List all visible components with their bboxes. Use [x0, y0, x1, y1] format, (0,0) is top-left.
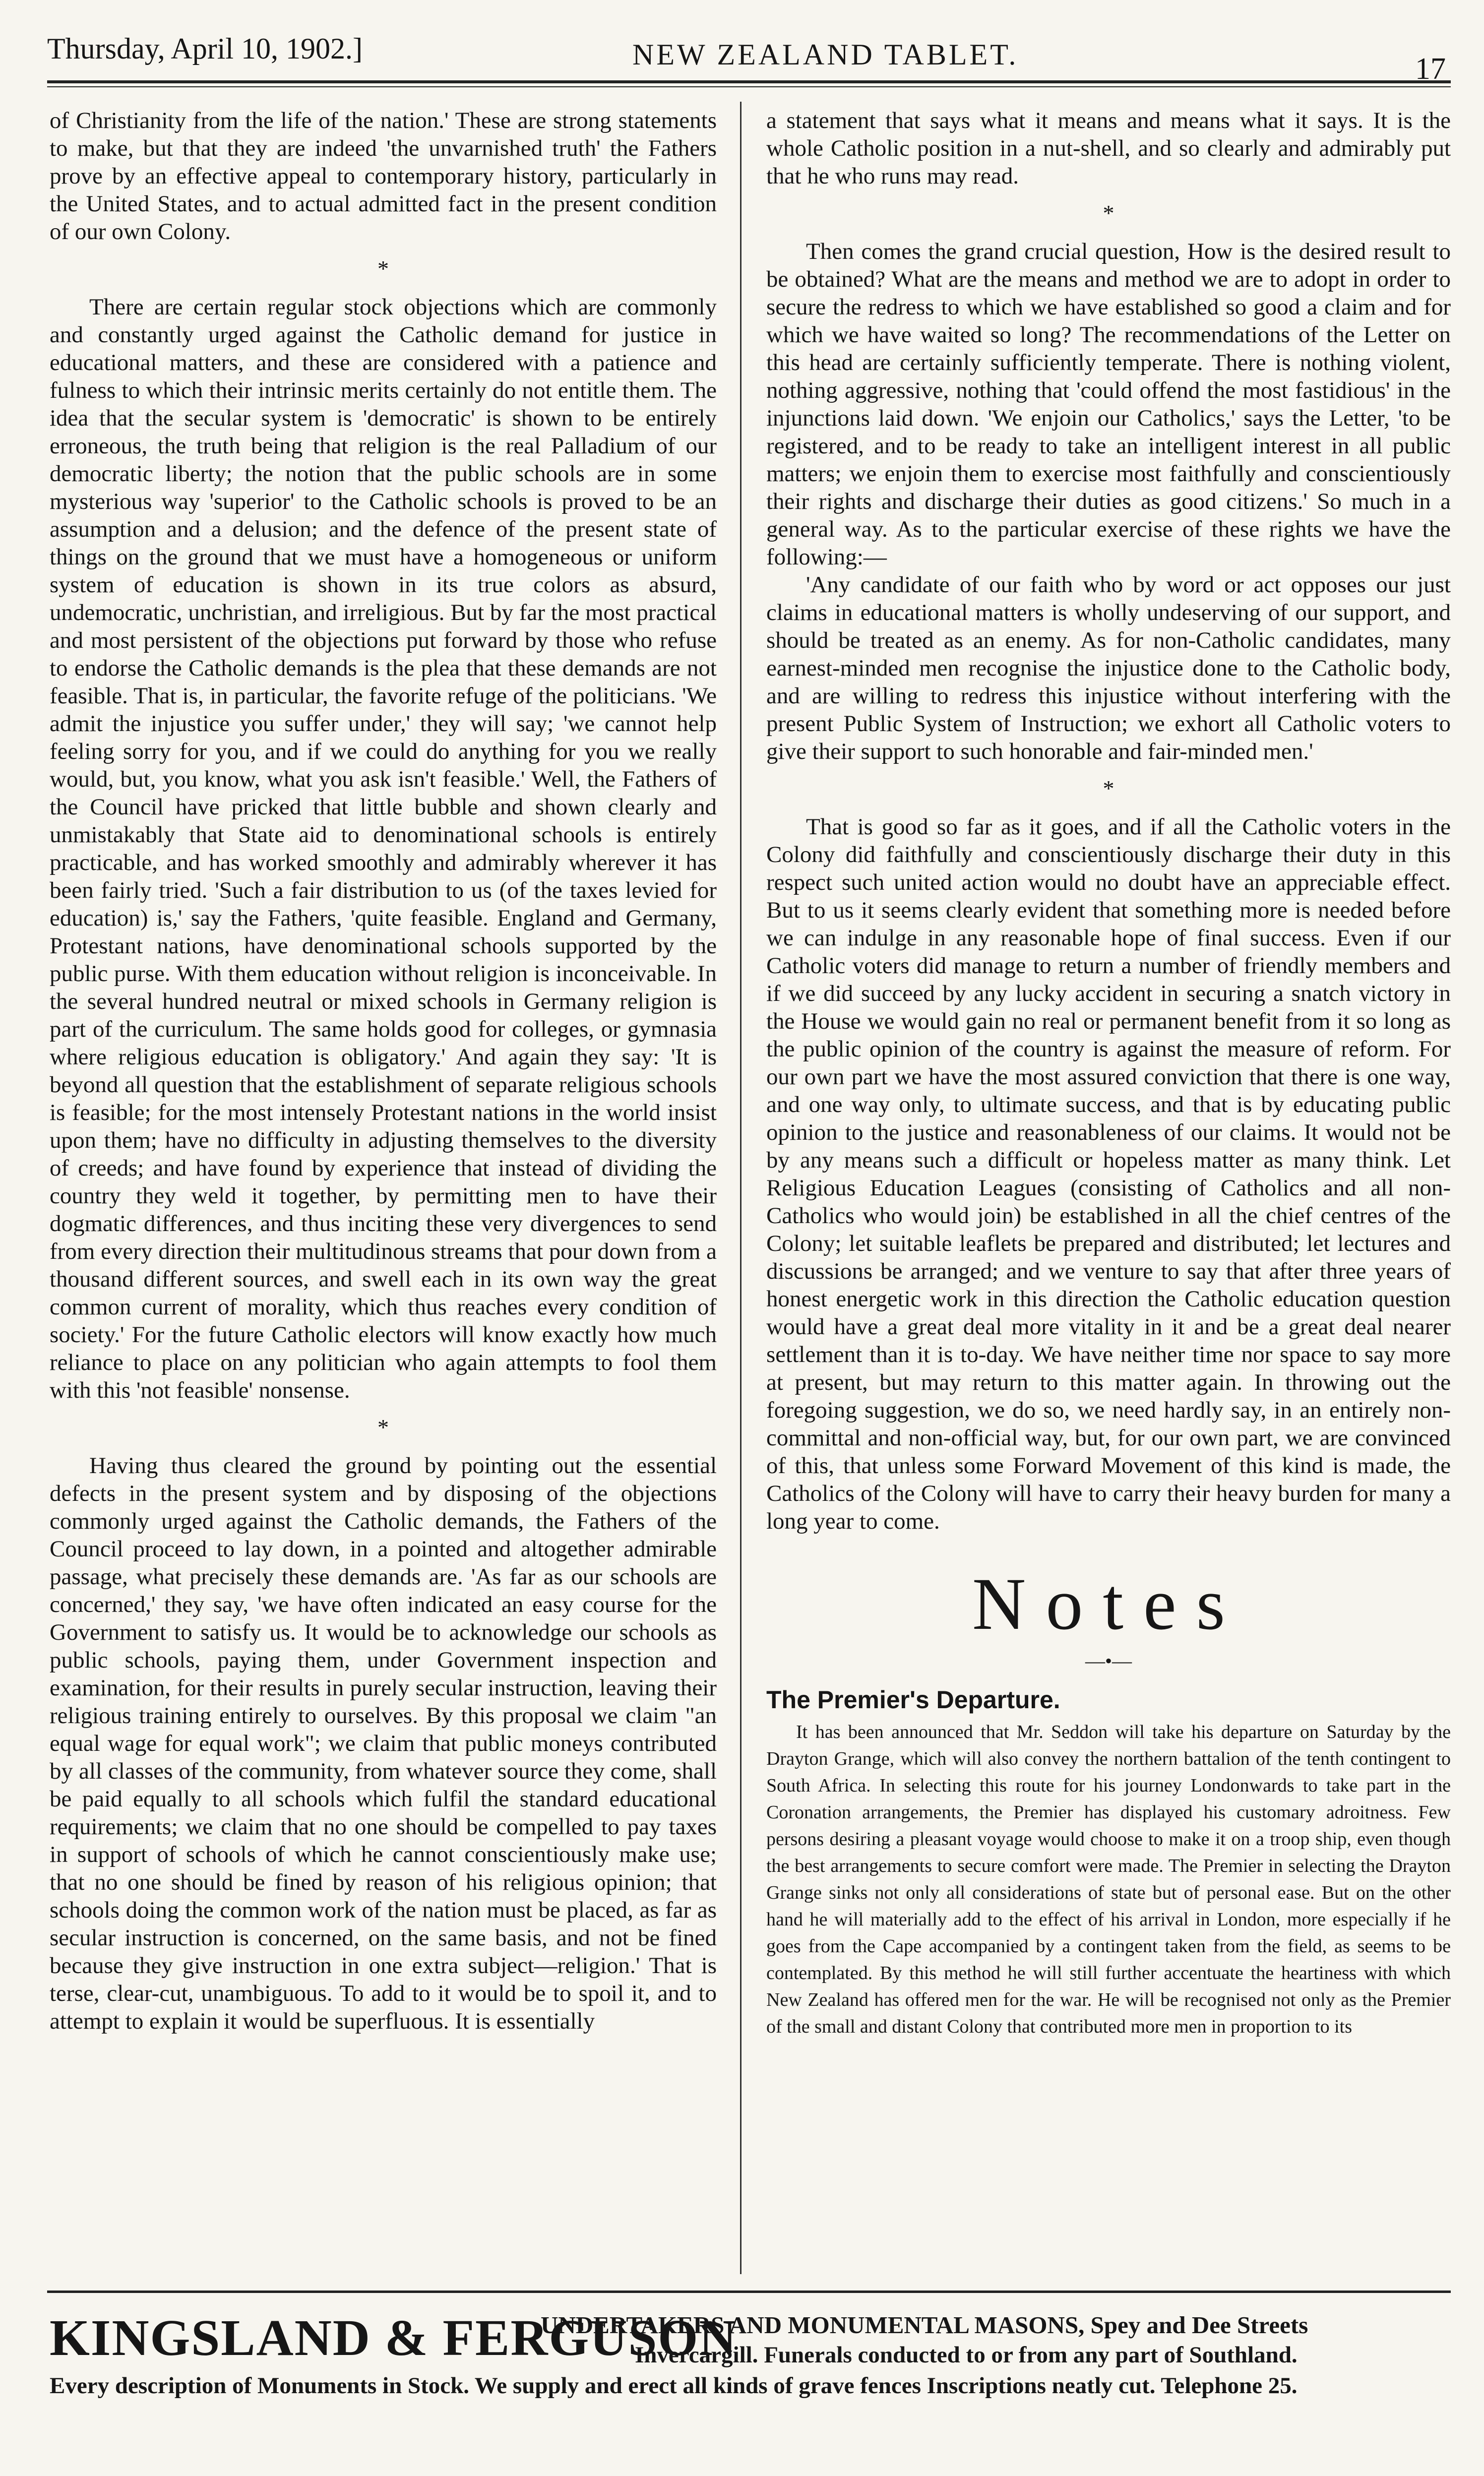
- paragraph: That is good so far as it goes, and if all the Catholic voters in the Colony did faithfully and conscientiously discharge their duty in this respect such united action would no doubt have an appreciable effect. But to us it seems clearly evident that something more is needed before we can indulge in any reasonable hope of final success. Even if our Catholic voters did manage to return a number of friendly members and if we did succeed by any lucky accident in securing a snatch victory in the House we would gain no real or permanent benefit from it so long as the public opinion of the country is against the measure of reform. For our own part we have the most assured conviction that there is one way, and one way only, to ultimate success, and that is by educating public opinion to the justice and reasonableness of our claims. It would not be by any means such a difficult or hopeless matter as many think. Let Religious Education Leagues (consisting of Catholics and all non-Catholics who would join) be established in all the chief centres of the Colony; let suitable leaflets be prepared and distributed; let lectures and discussions be arranged; and we venture to say that after three years of honest energetic work in this direction the Catholic education question would have a great deal more vitality in it and be a great deal nearer settlement than it is to-day. We have neither time nor space to say more at present, but may return to this matter again. In throwing out the foregoing suggestion, we do so, we need hardly say, in an entirely non-committal and non-official way, but, for our own part, we are convinced of this, that unless some Forward Movement of this kind is made, the Catholics of the Colony will have to carry their heavy burden for many a long year to come.: [766, 814, 1451, 1534]
- paragraph: a statement that says what it means and means what it says. It is the whole Catholic position in a nut-shell, and so clearly and admirably put that he who runs may read.: [766, 108, 1451, 189]
- header-rule-thin: [47, 86, 1451, 87]
- issue-date: Thursday, April 10, 1902.]: [47, 32, 363, 65]
- note-body: It has been announced that Mr. Seddon will take his departure on Saturday by the Drayton Grange, which will also convey the northern battalion of the tenth contingent to South Africa. In selecting this route for his journey Londonwards to take part in the Coronation arrangements, the Premier has displayed his customary adroitness. Few persons desiring a pleasant voyage would choose to make it on a troop ship, even though the best arrangements to secure comfort were made. The Premier in selecting the Drayton Grange sinks not only all considerations of state but of personal ease. But on the other hand he will materially add to the effect of his arrival in London, more especially if he goes from the Cape accompanied by a contingent taken from the field, as seems to be contemplated. By this method he will still further accentuate the heartiness with which New Zealand has offered men for the war. He will be recognised not only as the Premier of the small and distant Colony that contributed more men in proportion to its: [766, 1722, 1451, 2037]
- section-separator: *: [377, 1415, 389, 1440]
- publication-title: NEW ZEALAND TABLET.: [632, 38, 1019, 71]
- advertiser-name: KINGSLAND & FERGUSON: [50, 2309, 738, 2366]
- advert-rule: [47, 2290, 1451, 2293]
- ornament-divider: —•—: [1085, 1650, 1132, 1672]
- advertisement: [50, 2304, 1453, 2423]
- page-header: [47, 28, 1451, 86]
- paragraph: There are certain regular stock objections which are commonly and constantly urged against the Catholic demand for justice in educational matters, and these are considered with a patience and fulness to which their intrinsic merits certainly do not entitle them. The idea that the secular system is 'democratic' is shown to be entirely erroneous, the truth being that religion is the real Palladium of our democratic liberty; the notion that the public schools are in some mysterious way 'superior' to the Catholic schools is proved to be an assumption and a delusion; and the defence of the present state of things on the ground that we must have a homogeneous or uniform system of education is shown in its true colors as absurd, undemocratic, unchristian, and irreligious. But by far the most practical and most persistent of the objections put forward by those who refuse to endorse the Catholic demands is the plea that these demands are not feasible. That is, in particular, the favorite refuge of the politicians. 'We admit the injustice you suffer under,' they will say; 'we cannot help feeling sorry for you, and if we could do anything for you we really would, but, you know, what you ask isn't feasible.' Well, the Fathers of the Council have pricked that little bubble and shown clearly and unmistakably that State aid to denominational schools is entirely practicable, and has worked smoothly and admirably wherever it has been fairly tried. 'Such a fair distribution to us (of the taxes levied for education) is,' say the Fathers, 'quite feasible. England and Germany, Protestant nations, have denominational schools supported by the public purse. With them education without religion is inconceivable. In the several hundred neutral or mixed schools in Germany religion is part of the curriculum. The same holds good for colleges, or gymnasia where religious education is obligatory.' And again they say: 'It is beyond all question that the establishment of separate religious schools is feasible; for the most intensely Protestant nations in the world insist upon them; have no difficulty in adjusting themselves to the diversity of creeds; and have found by experience that instead of dividing the country they weld it together, by permitting men to have their dogmatic differences, and thus inciting these very divergences to send from every direction their multitudinous streams that pour down from a thousand different sources, and swell each in its own way the great common current of morality, which thus reaches every condition of society.' For the future Catholic electors will know exactly how much reliance to place on any politician who again attempts to fool them with this 'not feasible' nonsense.: [50, 294, 717, 1403]
- advert-line-2: Invercargill. Funerals conducted to or from any part of Southland.: [635, 2342, 1298, 2368]
- header-rule: [47, 80, 1451, 83]
- page-number: 17: [1415, 52, 1446, 86]
- paragraph: Then comes the grand crucial question, How is the desired result to be obtained? What are the means and method we are to adopt in order to secure the redress to which we have established so good a claim and for which we have waited so long? The recommendations of the Letter on this head are certainly sufficiently temperate. There is nothing violent, nothing aggressive, nothing that 'could offend the most fastidious' in the injunctions laid down. 'We enjoin our Catholics,' says the Letter, 'to be registered, and to be ready to take an intelligent interest in all public matters; we enjoin them to exercise most faithfully and conscientiously their rights and discharge their duties as good citizens.' So much in a general way. As to the particular exercise of these rights we have the following:—: [766, 239, 1451, 570]
- section-separator: *: [1103, 200, 1114, 226]
- paragraph: of Christianity from the life of the nation.' These are strong statements to make, but that they are indeed 'the unvarnished truth' the Fathers prove by an effective appeal to contemporary history, particularly in the United States, and to actual admitted fact in the present condition of our own Colony.: [50, 108, 717, 245]
- right-column: [766, 107, 1451, 2040]
- section-separator: *: [1103, 776, 1114, 801]
- left-column: [50, 107, 717, 2035]
- paragraph: Having thus cleared the ground by pointing out the essential defects in the present system and by disposing of the objections commonly urged against the Catholic demands, the Fathers of the Council proceed to lay down, in a pointed and altogether admirable passage, what precisely these demands are. 'As far as our schools are concerned,' they say, 'we have often indicated an easy course for the Government to satisfy us. It would be to acknowledge our schools as public schools, paying them, under Government inspection and examination, for their results in purely secular instruction, leaving their religious training entirely to ourselves. By this proposal we claim "an equal wage for equal work"; we claim that public moneys contributed by all classes of the community, from whatever source they come, shall be paid equally to all schools which fulfil the standard educational requirements; we claim that no one should be compelled to pay taxes in support of schools of which he cannot conscientiously make use; that no one should be fined by reason of his religious opinion; that schools doing the common work of the nation must be placed, as far as secular instruction is concerned, on the same basis, and not be fined because they give instruction in one extra subject—religion.' That is terse, clear-cut, unambiguous. To add to it would be to spoil it, and to attempt to explain it would be superfluous. It is essentially: [50, 1453, 717, 2034]
- advert-line-1: UNDERTAKERS AND MONUMENTAL MASONS, Spey and Dee Streets: [541, 2311, 1308, 2339]
- column-divider: [740, 102, 742, 2274]
- advert-line-3: Every description of Monuments in Stock. We supply and erect all kinds of grave fences Inscriptions neatly cut. Telephone 25.: [50, 2373, 1298, 2399]
- notes-title: Notes: [972, 1563, 1245, 1645]
- quoted-paragraph: 'Any candidate of our faith who by word or act opposes our just claims in educational matters is wholly undeserving of our support, and should be treated as an enemy. As for non-Catholic candidates, many earnest-minded men recognise the injustice done to the Catholic body, and are willing to redress this injustice without interfering with the present Public System of Instruction; we exhort all Catholic voters to give their support to such honorable and fair-minded men.': [766, 572, 1451, 764]
- note-heading: The Premier's Departure.: [766, 1686, 1060, 1714]
- section-separator: *: [377, 256, 389, 281]
